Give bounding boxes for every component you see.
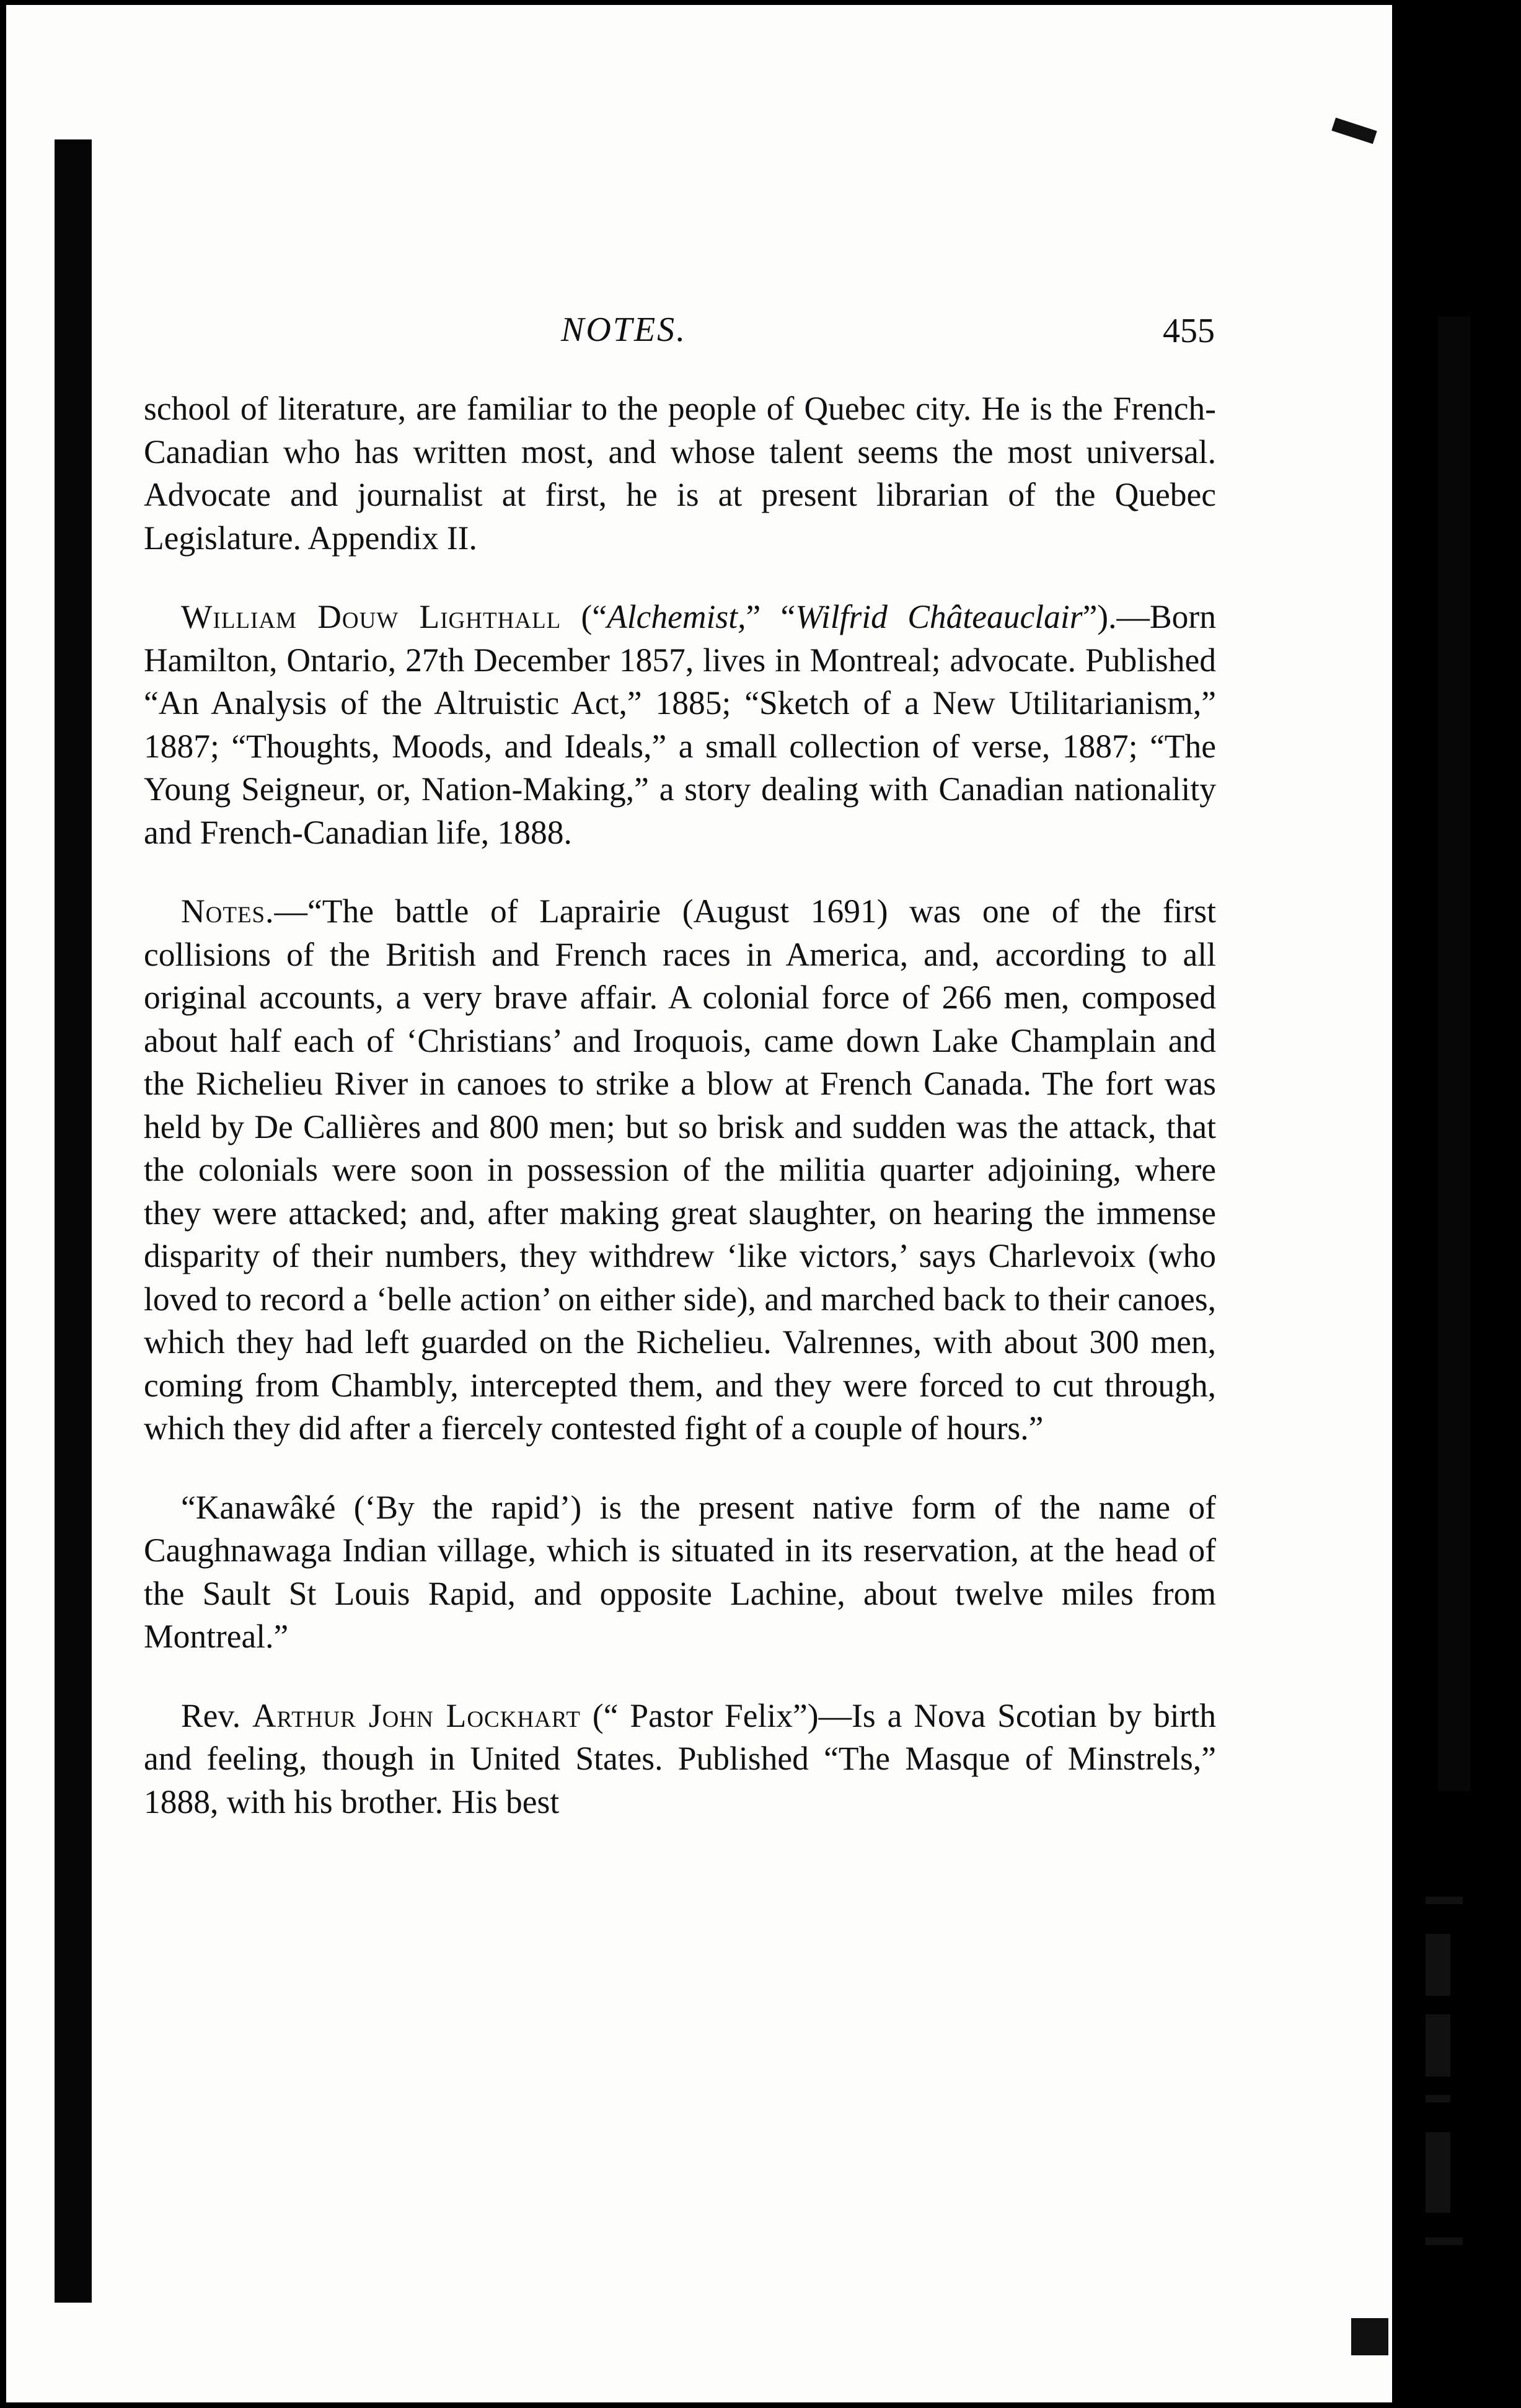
body-text [144,387,1216,1859]
paragraph-continued [144,387,1216,560]
notes-paragraph [144,890,1216,1450]
kanawake-paragraph [144,1486,1216,1659]
entry-text: ”).—Born Hamilton, Ontario, 27th December 1857, lives in Montreal; advocate. Published “An Analysis of the Altruistic Act,” 1885; “Sketch of a New Utilitarianism,” 1887; “Thoughts, Moods, and Ideals,” a small collection of verse, 1887; “The Young Seigneur, or, Nation-Making,” a story dealing with Canadian nationality and French-Canadian life, 1888. [144,598,1216,851]
paragraph-text: “Kanawâké (‘By the rapid’) is the present native form of the name of Caughnawaga Indian village, which is situated in its reservation, at the head of the Sault St Louis Rapid, and opposite Lachine, about twelve miles from Montreal.” [144,1488,1216,1655]
running-head [155,305,1215,355]
paragraph-text: school of literature, are familiar to the people of Quebec city. He is the French-Canadian who has written most, and whose talent seems the most universal. Advocate and journalist at first, he is at present librarian of the Quebec Legislature. Appendix II. [144,390,1216,557]
pseudonym: Wilfrid Châteauclair [795,598,1083,635]
scan-binding-shadow-right [1438,316,1470,1791]
running-title: NOTES. [561,311,687,349]
name-prefix: Rev. [181,1696,253,1734]
entry-lighthall [144,596,1216,854]
pseudonym: Alchemist, [607,598,746,635]
entry-text: (“ Pastor Felix”)—Is a Nova Scotian by birth and feeling, though in United States. Published “The Masque of Minstrels,” 1888, with his brother. His best [144,1696,1216,1820]
scan-binding-shadow-left [55,139,92,2303]
notes-text: —“The battle of Laprairie (August 1691) was one of the first collisions of the British and French races in America, and, according to all original accounts, a very brave affair. A colonial force of 266 men, composed about half each of ‘Christians’ and Iroquois, came down Lake Champlain and the Richelieu River in canoes to strike a blow at French Canada. The fort was held by De Callières and 800 men; but so brisk and sudden was the attack, that the colonials were soon in possession of the militia quarter adjoining, where they were attacked; and, after making great slaughter, on hearing the immense disparity of their numbers, they withdrew ‘like victors,’ says Charlevoix (who loved to record a ‘belle action’ on either side), and marched back to their canoes, which they had left guarded on the Richelieu. Valrennes, with about 300 men, coming from Chambly, intercepted them, and they were forced to cut through, which they did after a fiercely contested fight of a couple of hours.” [144,893,1216,1447]
author-name: Arthur John Lockhart [252,1696,581,1734]
quote-separator: ” “ [746,598,796,635]
author-name: William Douw Lighthall [181,598,562,635]
entry-lockhart [144,1695,1216,1824]
paren-open: (“ [561,598,607,635]
notes-label: Notes. [181,893,275,930]
page-number: 455 [1163,312,1215,350]
